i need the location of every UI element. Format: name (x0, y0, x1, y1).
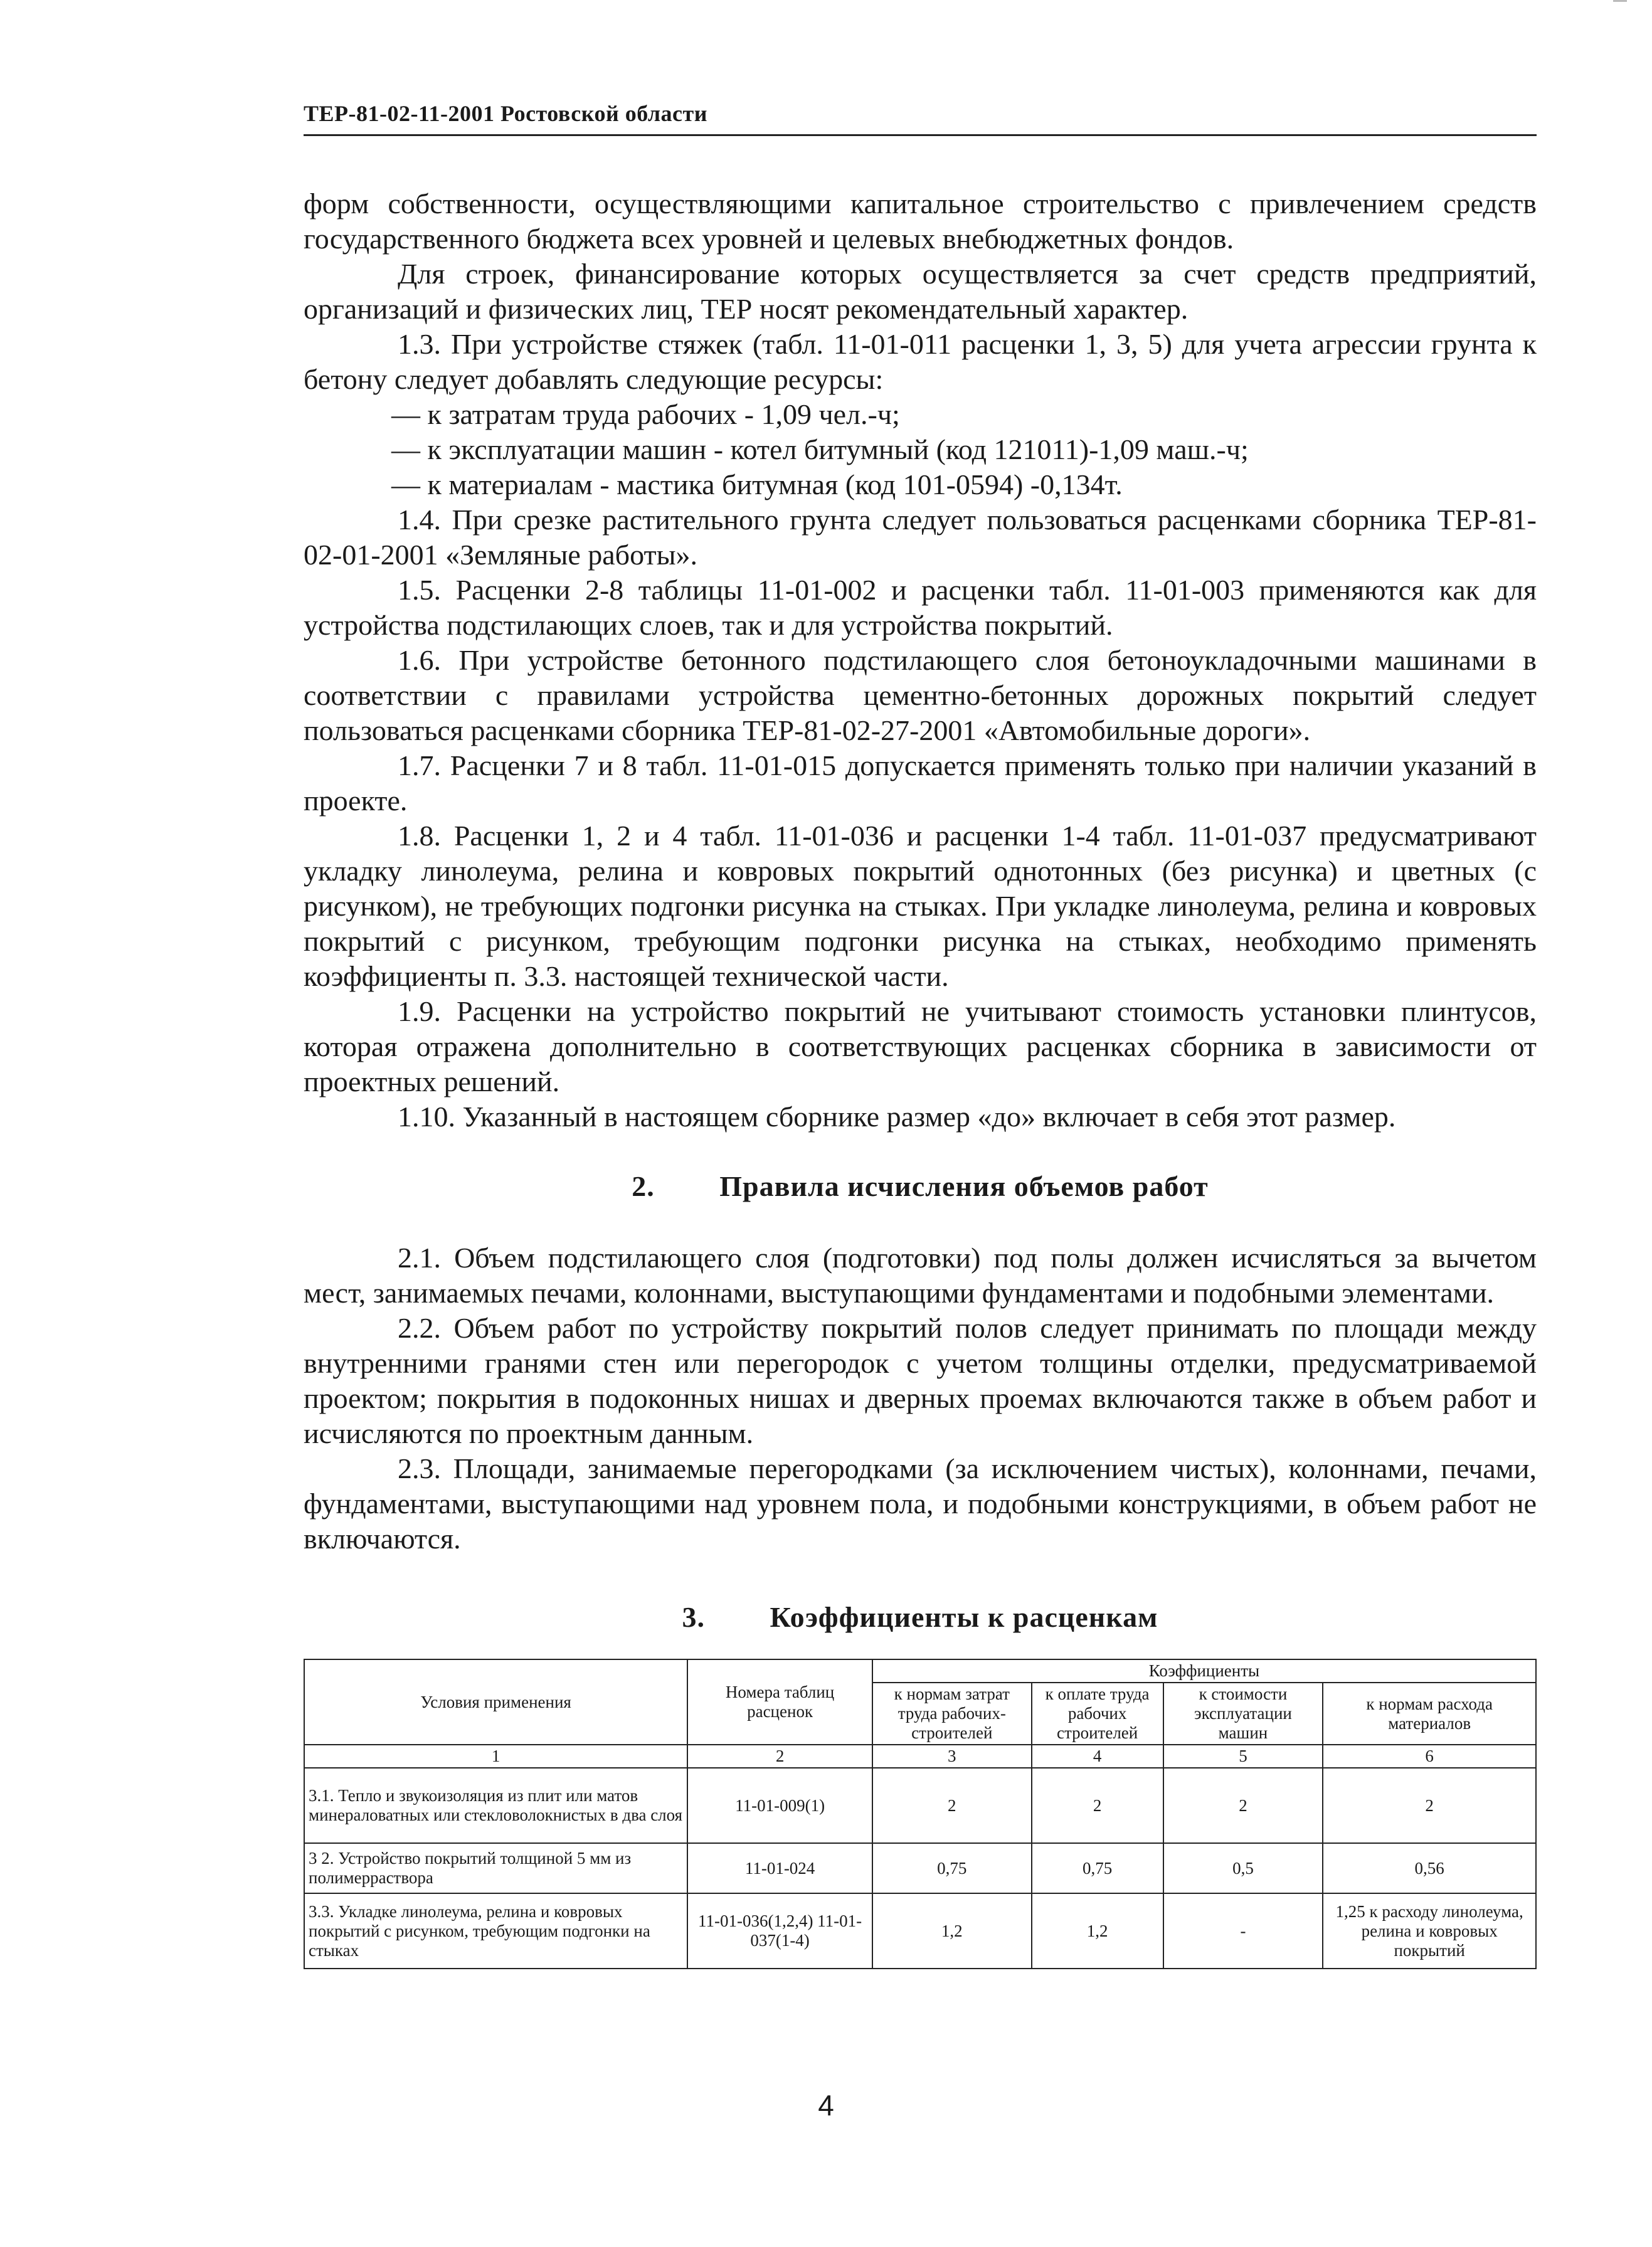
col-number: 3 (872, 1745, 1032, 1768)
cell-c4: 1,2 (1032, 1893, 1163, 1969)
page-content (304, 100, 1537, 1969)
cell-c3: 1,2 (872, 1893, 1032, 1969)
cell-c5: - (1163, 1893, 1323, 1969)
paragraph: 2.1. Объем подстилающего слоя (подготовки) под полы должен исчисляться за вычетом мест, занимаемых печами, колоннами, выступающими фундаментами и подобными элементами. (304, 1242, 1537, 1309)
section3-title: Коэффициенты к расценкам (770, 1601, 1158, 1633)
paragraph: 1.6. При устройстве бетонного подстилающего слоя бетоноукладочными машинами в соответствии с правилами устройства цементно-бетонных дорожных покрытий следует пользоваться расценками сборника ТЕР-81-02-27-2001 «Автомобильные дороги». (304, 644, 1537, 746)
cell-tables: 11-01-024 (687, 1843, 872, 1893)
section2-heading (304, 1170, 1537, 1203)
cell-c4: 2 (1032, 1768, 1163, 1843)
col-number: 5 (1163, 1745, 1323, 1768)
header-col4: к оплате труда рабочих строителей (1032, 1683, 1163, 1745)
paragraph: 1.3. При устройстве стяжек (табл. 11-01-011 расценки 1, 3, 5) для учета агрессии грунта к бетону следует добавлять следующие ресурсы: (304, 328, 1537, 395)
cell-c6: 0,56 (1323, 1843, 1536, 1893)
section2-number: 2. (632, 1170, 655, 1202)
paragraph: 1.5. Расценки 2-8 таблицы 11-01-002 и расценки табл. 11-01-003 применяются как для устройства подстилающих слоев, так и для устройства покрытий. (304, 574, 1537, 641)
section3-heading (304, 1600, 1537, 1634)
cell-c3: 0,75 (872, 1843, 1032, 1893)
paragraph: 1.7. Расценки 7 и 8 табл. 11-01-015 допускается применять только при наличии указаний в проекте. (304, 749, 1537, 817)
coefficients-table (304, 1659, 1537, 1969)
cell-c5: 0,5 (1163, 1843, 1323, 1893)
cell-condition: 3.1. Тепло и звукоизоляция из плит или матов минераловатных или стекловолокнистых в два слоя (304, 1768, 687, 1843)
cell-c4: 0,75 (1032, 1843, 1163, 1893)
cell-condition: 3.3. Укладке линолеума, релина и ковровых покрытий с рисунком, требующим подгонки на стыках (304, 1893, 687, 1969)
list-item: — к затратам труда рабочих - 1,09 чел.-ч; (391, 398, 900, 430)
paragraph: 2.3. Площади, занимаемые перегородками (за исключением чистых), колоннами, печами, фундаментами, выступающими над уровнем пола, и подобными конструкциями, в объем работ не включаются. (304, 1452, 1537, 1555)
paragraph: Для строек, финансирование которых осуществляется за счет средств предприятий, организаций и физических лиц, ТЕР носят рекомендательный характер. (304, 258, 1537, 325)
table-row (304, 1893, 1536, 1969)
section1-text (304, 186, 1537, 1134)
col-number: 2 (687, 1745, 872, 1768)
list-item: — к эксплуатации машин - котел битумный (код 121011)-1,09 маш.-ч; (391, 433, 1249, 465)
paragraph: 1.9. Расценки на устройство покрытий не учитывают стоимость установки плинтусов, которая отражена дополнительно в соответствующих расценках сборника в зависимости от проектных решений. (304, 995, 1537, 1097)
cell-tables: 11-01-009(1) (687, 1768, 872, 1843)
col-number: 4 (1032, 1745, 1163, 1768)
cell-c6: 1,25 к расходу линолеума, релина и ковровых покрытий (1323, 1893, 1536, 1969)
header-coefficients: Коэффициенты (872, 1659, 1536, 1683)
paragraph: форм собственности, осуществляющими капитальное строительство с привлечением средств государственного бюджета всех уровней и целевых внебюджетных фондов. (304, 188, 1537, 255)
col-number: 6 (1323, 1745, 1536, 1768)
paragraph: 1.8. Расценки 1, 2 и 4 табл. 11-01-036 и расценки 1-4 табл. 11-01-037 предусматривают укладку линолеума, релина и ковровых покрытий однотонных (без рисунка) и цветных (с рисунком), не требующих подгонки рисунка на стыках. При укладке линолеума, релина и ковровых покрытий с рисунком, требующим подгонки рисунка на стыках, необходимо применять коэффициенты п. 3.3. настоящей технической части. (304, 820, 1537, 992)
col-number: 1 (304, 1745, 687, 1768)
paragraph: 2.2. Объем работ по устройству покрытий полов следует принимать по площади между внутренними гранями стен или перегородок с учетом толщины отделки, предусматриваемой проектом; покрытия в подоконных нишах и дверных проемах включаются также в объем работ и исчисляются по проектным данным. (304, 1312, 1537, 1449)
cell-c5: 2 (1163, 1768, 1323, 1843)
section3-number: 3. (682, 1601, 706, 1633)
header-col3: к нормам затрат труда рабочих-строителей (872, 1683, 1032, 1745)
table-header-row (304, 1659, 1536, 1683)
paragraph: 1.10. Указанный в настоящем сборнике размер «до» включает в себя этот размер. (398, 1101, 1396, 1133)
running-header: ТЕР-81-02-11-2001 Ростовской области (304, 100, 1537, 136)
cell-c3: 2 (872, 1768, 1032, 1843)
list-item: — к материалам - мастика битумная (код 101-0594) -0,134т. (391, 468, 1123, 500)
header-conditions: Условия применения (304, 1659, 687, 1745)
section2-title: Правила исчисления объемов работ (719, 1170, 1209, 1202)
cell-c6: 2 (1323, 1768, 1536, 1843)
section2-text (304, 1240, 1537, 1557)
cell-tables: 11-01-036(1,2,4) 11-01-037(1-4) (687, 1893, 872, 1969)
scan-mark (1613, 0, 1627, 2)
table-row (304, 1768, 1536, 1843)
header-col5: к стоимости эксплуатации машин (1163, 1683, 1323, 1745)
table-number-row (304, 1745, 1536, 1768)
paragraph: 1.4. При срезке растительного грунта следует пользоваться расценками сборника ТЕР-81-02-01-2001 «Земляные работы». (304, 504, 1537, 571)
header-tables: Номера таблиц расценок (687, 1659, 872, 1745)
cell-condition: 3 2. Устройство покрытий толщиной 5 мм из полимерраствора (304, 1843, 687, 1893)
table-row (304, 1843, 1536, 1893)
page-number: 4 (818, 2089, 834, 2122)
header-col6: к нормам расхода материалов (1323, 1683, 1536, 1745)
